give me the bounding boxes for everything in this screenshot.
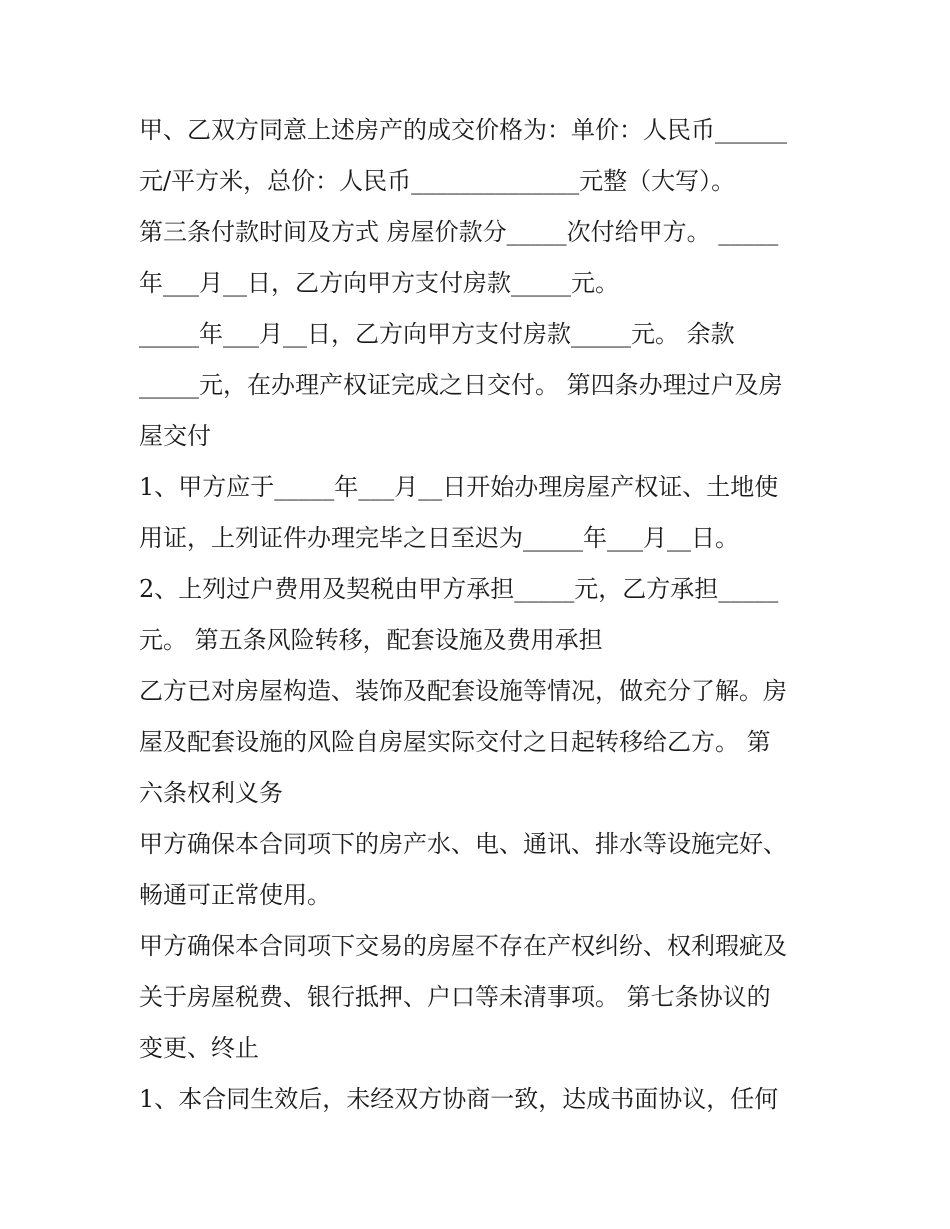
text-line: 屋交付	[139, 422, 211, 450]
text-line: 元。 第五条风险转移，配套设施及费用承担	[139, 626, 603, 654]
text-line: 甲方确保本合同项下的房产水、电、通讯、排水等设施完好、	[139, 830, 787, 858]
text-line: 变更、终止	[139, 1034, 259, 1062]
text-line: 用证，上列证件办理完毕之日至迟为_____年___月__日。	[139, 524, 739, 552]
text-line: 畅通可正常使用。	[139, 881, 331, 909]
text-line: 关于房屋税费、银行抵押、户口等未清事项。 第七条协议的	[139, 983, 771, 1011]
text-line: 2、上列过户费用及契税由甲方承担_____元，乙方承担_____	[139, 575, 779, 603]
text-line: 1、甲方应于_____年___月__日开始办理房屋产权证、土地使	[139, 473, 779, 501]
text-line: 第三条付款时间及方式 房屋价款分_____次付给甲方。 _____	[139, 218, 779, 246]
text-line: _____元，在办理产权证完成之日交付。 第四条办理过户及房	[139, 371, 783, 399]
text-line: 屋及配套设施的风险自房屋实际交付之日起转移给乙方。 第	[139, 728, 771, 756]
text-line: 乙方已对房屋构造、装饰及配套设施等情况，做充分了解。房	[139, 677, 787, 705]
text-line: 年___月__日，乙方向甲方支付房款_____元。	[139, 269, 619, 297]
text-line: 1、本合同生效后，未经双方协商一致，达成书面协议，任何	[139, 1085, 779, 1113]
text-line: 六条权利义务	[139, 779, 283, 807]
text-line: _____年___月__日，乙方向甲方支付房款_____元。 余款	[139, 320, 735, 348]
text-line: 甲方确保本合同项下交易的房屋不存在产权纠纷、权利瑕疵及	[139, 932, 787, 960]
contract-text	[139, 105, 839, 1125]
text-line: 元/平方米，总价：人民币______________元整（大写）。	[139, 167, 736, 195]
text-line: 甲、乙双方同意上述房产的成交价格为：单价：人民币______	[139, 116, 787, 144]
